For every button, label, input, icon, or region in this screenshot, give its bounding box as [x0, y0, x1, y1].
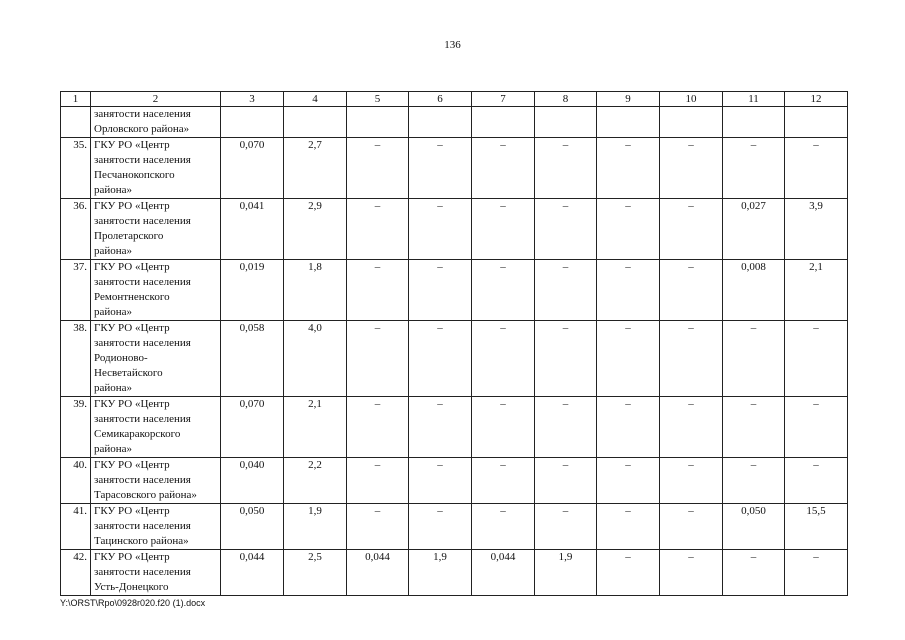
value-cell: –: [472, 199, 535, 260]
data-table: [60, 91, 848, 596]
value-cell: 0,027: [723, 199, 785, 260]
value-cell: –: [660, 397, 723, 458]
value-cell: –: [660, 260, 723, 321]
value-cell: –: [347, 199, 409, 260]
value-cell: –: [785, 138, 848, 199]
value-cell: –: [347, 138, 409, 199]
value-cell: 0,040: [221, 458, 284, 504]
value-cell: –: [597, 138, 660, 199]
value-cell: –: [660, 199, 723, 260]
value-cell: –: [347, 321, 409, 397]
row-number: 39.: [61, 397, 91, 458]
value-cell: 0,008: [723, 260, 785, 321]
value-cell: –: [660, 321, 723, 397]
value-cell: –: [409, 138, 472, 199]
value-cell: –: [785, 321, 848, 397]
value-cell: 2,2: [284, 458, 347, 504]
value-cell: –: [347, 397, 409, 458]
value-cell: –: [597, 550, 660, 596]
organization-name: ГКУ РО «Центр занятости населения Родионово- Несветайского района»: [91, 321, 221, 397]
value-cell: 3,9: [785, 199, 848, 260]
value-cell: 0,044: [221, 550, 284, 596]
value-cell: –: [535, 321, 597, 397]
value-cell: –: [660, 550, 723, 596]
value-cell: –: [409, 397, 472, 458]
value-cell: –: [347, 504, 409, 550]
value-cell: –: [472, 138, 535, 199]
value-cell: [284, 107, 347, 138]
value-cell: –: [535, 397, 597, 458]
column-header: 4: [284, 92, 347, 107]
value-cell: –: [409, 260, 472, 321]
value-cell: 0,058: [221, 321, 284, 397]
organization-name: ГКУ РО «Центр занятости населения Пролетарского района»: [91, 199, 221, 260]
table-row: [61, 260, 848, 321]
value-cell: –: [472, 504, 535, 550]
value-cell: –: [535, 458, 597, 504]
page-number: 136: [444, 39, 461, 51]
table-row: [61, 550, 848, 596]
value-cell: –: [723, 397, 785, 458]
value-cell: [785, 107, 848, 138]
row-number: 36.: [61, 199, 91, 260]
value-cell: –: [409, 321, 472, 397]
column-header: 7: [472, 92, 535, 107]
value-cell: [723, 107, 785, 138]
organization-name: ГКУ РО «Центр занятости населения Песчанокопского района»: [91, 138, 221, 199]
column-header: 8: [535, 92, 597, 107]
organization-name: занятости населения Орловского района»: [91, 107, 221, 138]
value-cell: –: [785, 550, 848, 596]
value-cell: 0,044: [472, 550, 535, 596]
value-cell: –: [409, 504, 472, 550]
value-cell: –: [660, 458, 723, 504]
value-cell: –: [409, 458, 472, 504]
value-cell: 0,041: [221, 199, 284, 260]
value-cell: 2,1: [284, 397, 347, 458]
value-cell: [660, 107, 723, 138]
value-cell: 1,9: [284, 504, 347, 550]
value-cell: 0,050: [221, 504, 284, 550]
row-number: 41.: [61, 504, 91, 550]
value-cell: –: [597, 458, 660, 504]
value-cell: –: [597, 321, 660, 397]
organization-name: ГКУ РО «Центр занятости населения Тарасовского района»: [91, 458, 221, 504]
table-row: [61, 321, 848, 397]
row-number: [61, 107, 91, 138]
value-cell: –: [723, 321, 785, 397]
header-row: [61, 92, 848, 107]
value-cell: 1,9: [409, 550, 472, 596]
value-cell: –: [472, 321, 535, 397]
value-cell: –: [597, 504, 660, 550]
table-row: [61, 397, 848, 458]
value-cell: 0,070: [221, 397, 284, 458]
column-header: 3: [221, 92, 284, 107]
row-number: 40.: [61, 458, 91, 504]
value-cell: –: [535, 199, 597, 260]
value-cell: –: [347, 458, 409, 504]
value-cell: –: [535, 260, 597, 321]
value-cell: 4,0: [284, 321, 347, 397]
organization-name: ГКУ РО «Центр занятости населения Ремонтненского района»: [91, 260, 221, 321]
value-cell: –: [723, 458, 785, 504]
value-cell: 2,9: [284, 199, 347, 260]
value-cell: –: [597, 397, 660, 458]
value-cell: –: [723, 138, 785, 199]
column-header: 6: [409, 92, 472, 107]
row-number: 38.: [61, 321, 91, 397]
value-cell: –: [785, 397, 848, 458]
column-header: 11: [723, 92, 785, 107]
value-cell: 0,044: [347, 550, 409, 596]
value-cell: 1,9: [535, 550, 597, 596]
value-cell: 2,7: [284, 138, 347, 199]
table-row: [61, 504, 848, 550]
value-cell: –: [472, 458, 535, 504]
table-row: [61, 138, 848, 199]
value-cell: –: [597, 199, 660, 260]
value-cell: 0,019: [221, 260, 284, 321]
value-cell: 0,070: [221, 138, 284, 199]
value-cell: –: [660, 504, 723, 550]
value-cell: [597, 107, 660, 138]
table-row: [61, 199, 848, 260]
value-cell: –: [597, 260, 660, 321]
value-cell: 15,5: [785, 504, 848, 550]
value-cell: –: [409, 199, 472, 260]
table-body: [61, 107, 848, 596]
value-cell: [221, 107, 284, 138]
table-row: [61, 107, 848, 138]
value-cell: –: [723, 550, 785, 596]
column-header: 10: [660, 92, 723, 107]
table-row: [61, 458, 848, 504]
organization-name: ГКУ РО «Центр занятости населения Семикаракорского района»: [91, 397, 221, 458]
value-cell: –: [785, 458, 848, 504]
file-path-footer: Y:\ORST\Rpo\0928r020.f20 (1).docx: [60, 598, 206, 608]
row-number: 35.: [61, 138, 91, 199]
organization-name: ГКУ РО «Центр занятости населения Усть-Донецкого: [91, 550, 221, 596]
value-cell: 2,1: [785, 260, 848, 321]
value-cell: [472, 107, 535, 138]
value-cell: 2,5: [284, 550, 347, 596]
column-header: 1: [61, 92, 91, 107]
value-cell: –: [472, 260, 535, 321]
value-cell: –: [472, 397, 535, 458]
value-cell: –: [347, 260, 409, 321]
value-cell: 0,050: [723, 504, 785, 550]
value-cell: [347, 107, 409, 138]
value-cell: [409, 107, 472, 138]
row-number: 42.: [61, 550, 91, 596]
value-cell: –: [535, 138, 597, 199]
column-header: 5: [347, 92, 409, 107]
column-header: 2: [91, 92, 221, 107]
value-cell: –: [535, 504, 597, 550]
organization-name: ГКУ РО «Центр занятости населения Тацинского района»: [91, 504, 221, 550]
value-cell: –: [660, 138, 723, 199]
value-cell: [535, 107, 597, 138]
column-header: 9: [597, 92, 660, 107]
column-header: 12: [785, 92, 848, 107]
row-number: 37.: [61, 260, 91, 321]
value-cell: 1,8: [284, 260, 347, 321]
